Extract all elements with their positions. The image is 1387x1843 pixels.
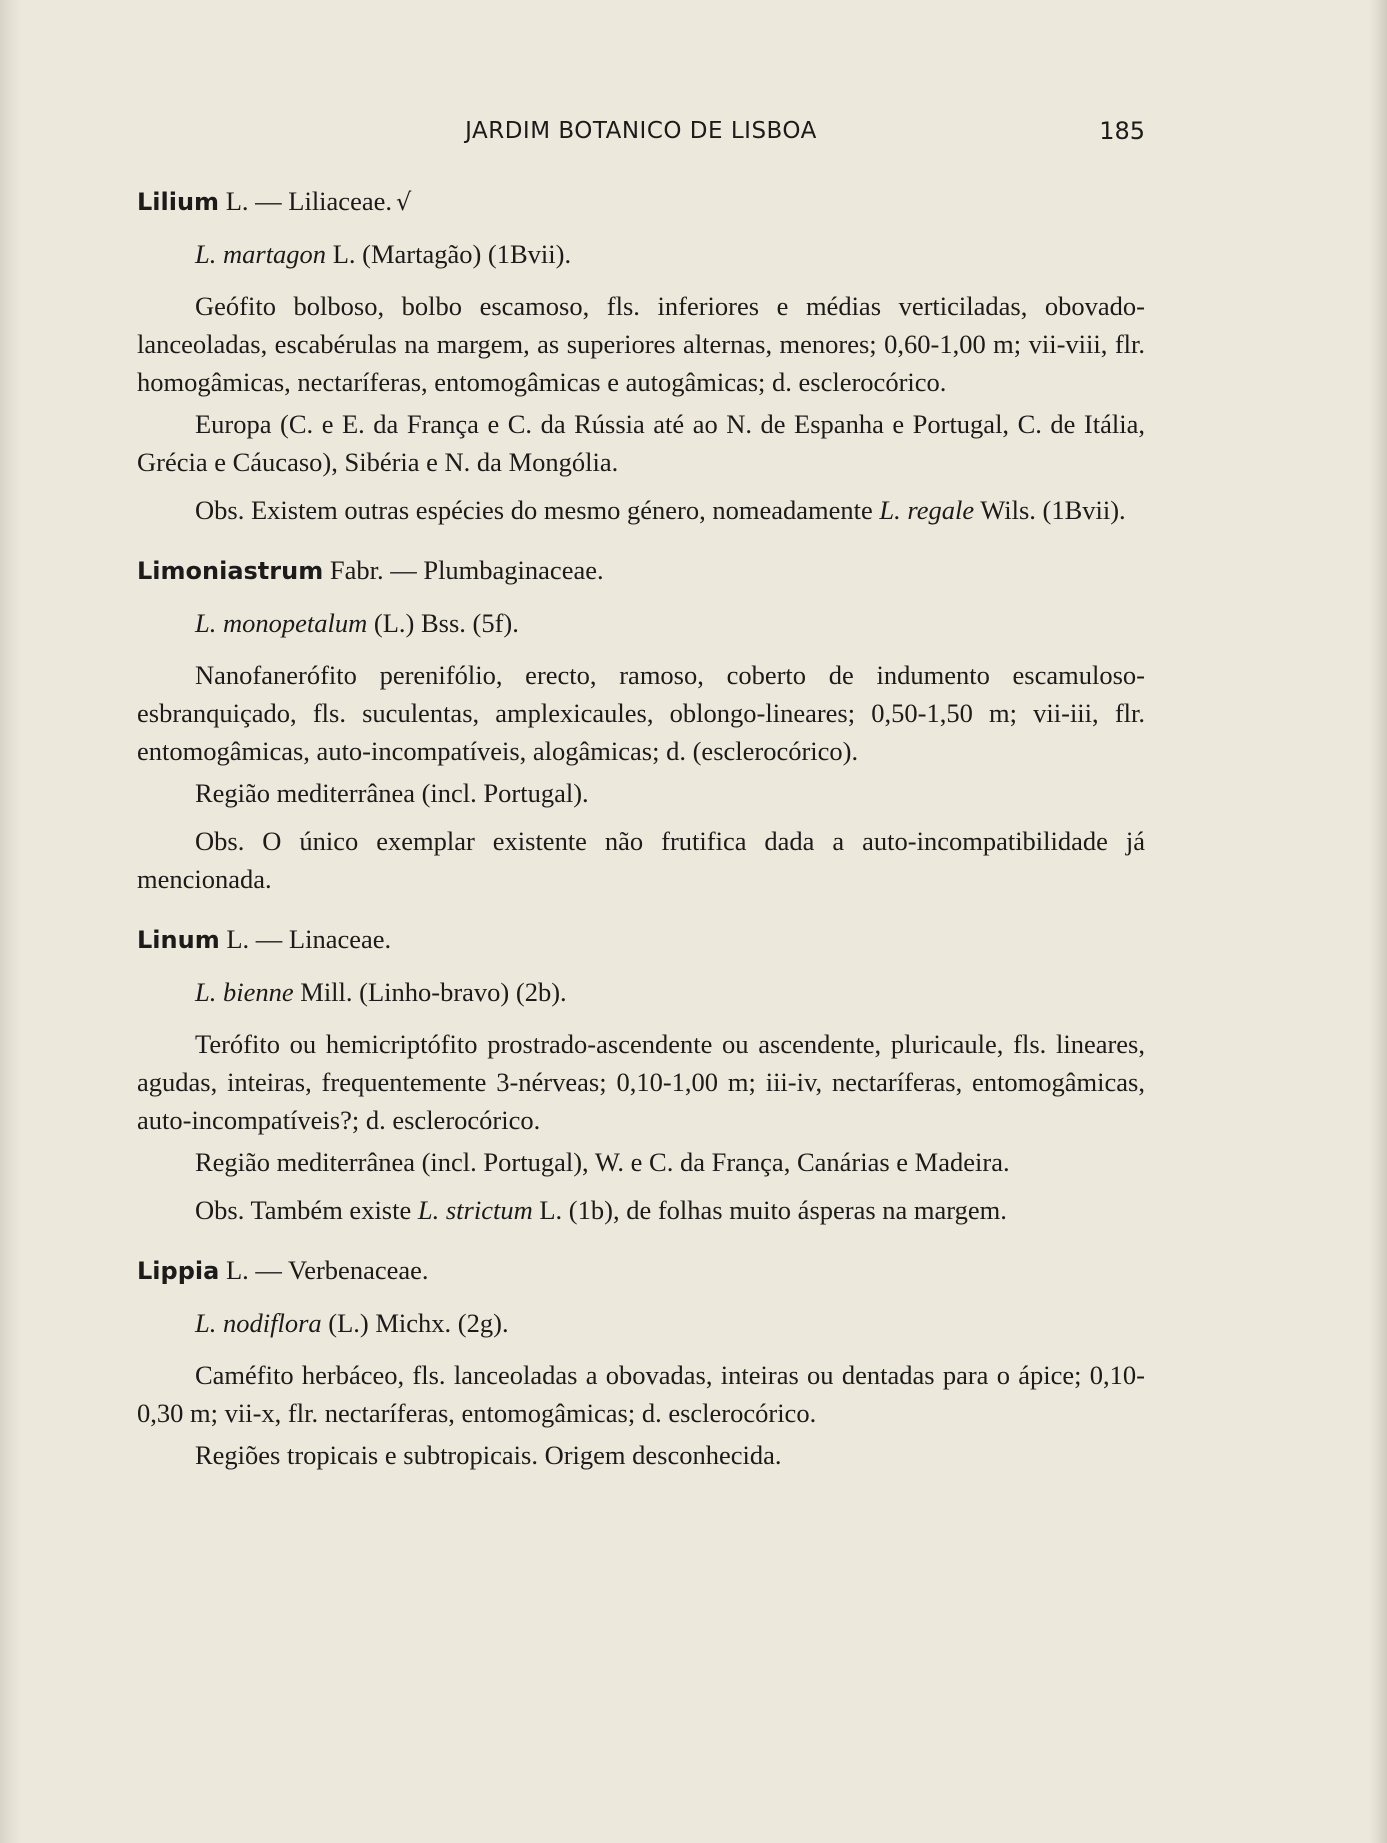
page-right-edge <box>1369 0 1387 1843</box>
species-name: L. bienne <box>195 977 294 1007</box>
entry-linum <box>137 920 1145 1229</box>
species-description: Caméfito herbáceo, fls. lanceoladas a obovadas, inteiras ou dentadas para o ápice; 0,10-0,30 m; vii-x, flr. nectaríferas, entomogâmicas; d. esclerocórico. <box>137 1360 1145 1428</box>
book-page <box>137 100 1145 1478</box>
genus-heading <box>137 182 1145 221</box>
obs-text-end: Wils. (1Bvii). <box>974 495 1126 525</box>
species-heading <box>195 604 1145 642</box>
species-heading <box>195 1304 1145 1342</box>
genus-name: Linum <box>137 926 220 954</box>
species-description: Geófito bolboso, bolbo escamoso, fls. inferiores e médias verticiladas, obovado-lanceoladas, escabérulas na margem, as superiores alternas, menores; 0,60-1,00 m; vii-viii, flr. homogâmicas, nectaríferas, entomogâmicas e autogâmicas; d. esclerocórico. <box>137 291 1145 397</box>
species-name: L. nodiflora <box>195 1308 322 1338</box>
species-distribution: Região mediterrânea (incl. Portugal). <box>195 778 589 808</box>
running-title: JARDIM BOTANICO DE LISBOA <box>465 118 817 144</box>
species-details: (L.) Bss. (5f). <box>367 608 519 638</box>
species-distribution: Regiões tropicais e subtropicais. Origem desconhecida. <box>195 1440 782 1470</box>
observation <box>137 1191 1145 1229</box>
obs-species: L. strictum <box>417 1195 533 1225</box>
running-header <box>137 100 1145 160</box>
page-number: 185 <box>1099 117 1145 145</box>
obs-text-start: Obs. Existem outras espécies do mesmo género, nomeadamente <box>195 495 880 525</box>
species-description: Nanofanerófito perenifólio, erecto, ramoso, coberto de indumento escamuloso-esbranquiçado, fls. suculentas, amplexicaules, oblongo-lineares; 0,50-1,50 m; vii-iii, flr. entomogâmicas, auto-incompatíveis, alogâmicas; d. (esclerocórico). <box>137 660 1145 766</box>
check-mark: √ <box>395 188 412 216</box>
genus-family: L. — Linaceae. <box>219 924 392 954</box>
observation: Obs. O único exemplar existente não frutifica dada a auto-incompatibilidade já mencionada. <box>137 826 1145 894</box>
genus-heading <box>137 551 1145 590</box>
species-heading <box>195 235 1145 273</box>
genus-heading <box>137 920 1145 959</box>
genus-name: Lilium <box>137 188 220 216</box>
species-name: L. martagon <box>195 239 327 269</box>
genus-family: L. — Liliaceae. <box>219 186 392 216</box>
genus-family: L. — Verbenaceae. <box>219 1255 429 1285</box>
species-distribution: Região mediterrânea (incl. Portugal), W. e C. da França, Canárias e Madeira. <box>195 1147 1010 1177</box>
entry-limoniastrum <box>137 551 1145 898</box>
obs-species: L. regale <box>879 495 975 525</box>
obs-text-start: Obs. Também existe <box>195 1195 418 1225</box>
species-details: L. (Martagão) (1Bvii). <box>326 239 572 269</box>
genus-name: Lippia <box>137 1257 220 1285</box>
species-details: Mill. (Linho-bravo) (2b). <box>293 977 567 1007</box>
observation <box>137 491 1145 529</box>
species-heading <box>195 973 1145 1011</box>
species-details: (L.) Michx. (2g). <box>321 1308 509 1338</box>
genus-family: Fabr. — Plumbaginaceae. <box>323 555 604 585</box>
page-left-edge <box>0 0 22 1843</box>
genus-heading <box>137 1251 1145 1290</box>
species-name: L. monopetalum <box>195 608 368 638</box>
genus-name: Limoniastrum <box>137 557 324 585</box>
species-distribution: Europa (C. e E. da França e C. da Rússia até ao N. de Espanha e Portugal, C. de Itália, Grécia e Cáucaso), Sibéria e N. da Mongólia. <box>137 409 1145 477</box>
obs-text-end: L. (1b), de folhas muito ásperas na margem. <box>532 1195 1007 1225</box>
entry-lippia <box>137 1251 1145 1474</box>
species-description: Terófito ou hemicriptófito prostrado-ascendente ou ascendente, pluricaule, fls. lineares, agudas, inteiras, frequentemente 3-nérveas; 0,10-1,00 m; iii-iv, nectaríferas, entomogâmicas, auto-incompatíveis?; d. esclerocórico. <box>137 1029 1145 1135</box>
entry-lilium <box>137 182 1145 529</box>
